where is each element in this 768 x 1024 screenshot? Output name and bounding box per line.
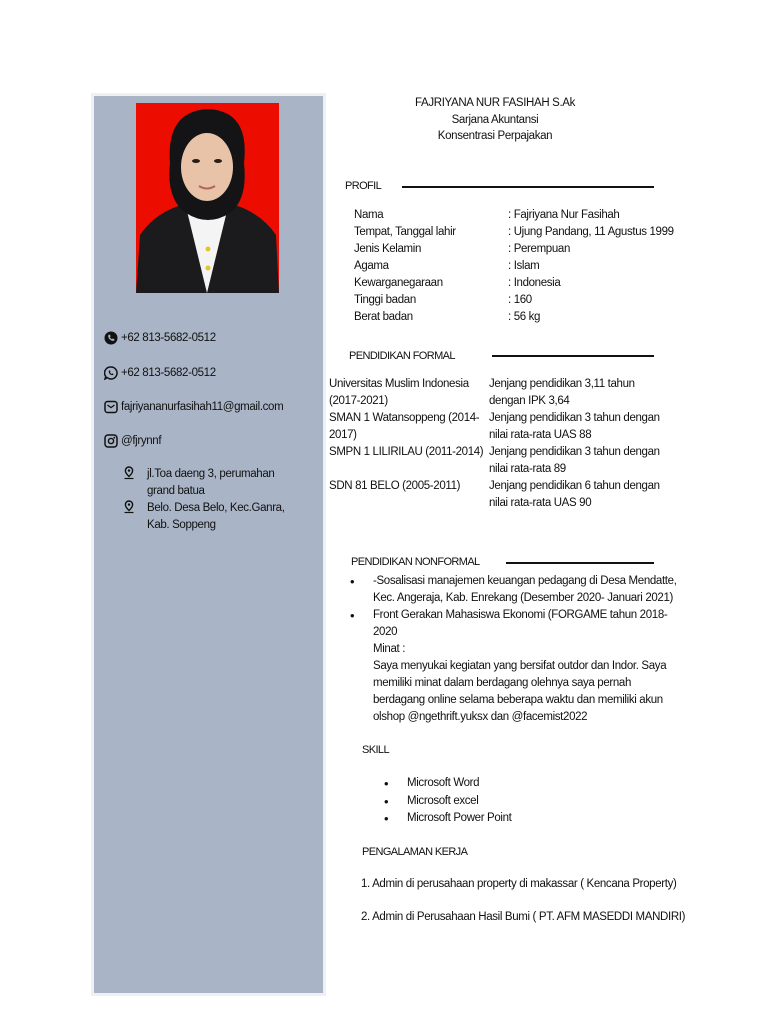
work-item: 2. Admin di Perusahaan Hasil Bumi ( PT. AFM MASEDDI MANDIRI) (361, 911, 686, 923)
work-item: 1. Admin di perusahaan property di makassar ( Kencana Property) (361, 878, 677, 890)
profile-row (354, 224, 674, 241)
profile-row (354, 258, 674, 275)
email-contact[interactable] (104, 400, 283, 414)
email-address: fajriyananurfasihah11@gmail.com (121, 401, 284, 413)
profile-value: : Ujung Pandang, 11 Agustus 1999 (508, 226, 674, 238)
minat-text: Saya menyukai kegiatan yang bersifat outdor dan Indor. Saya memiliki minat dalam berdagang olehnya saya pernah berdagang online selama beberapa waktu dan memiliki akun olshop @ngethrift.yuksx dan @facemist2022 (373, 660, 667, 723)
instagram-contact[interactable] (104, 434, 161, 448)
nonformal-list (348, 573, 678, 641)
profile-label: Nama (354, 209, 384, 221)
whatsapp-icon (104, 366, 118, 380)
skill-list (382, 775, 512, 828)
education-description: Jenjang pendidikan 3 tahun dengan nilai rata-rata UAS 88 (489, 412, 660, 441)
address-item (123, 466, 303, 500)
profile-value: : Islam (508, 260, 540, 272)
minat-section (373, 641, 683, 726)
education-row (329, 376, 674, 410)
education-description: Jenjang pendidikan 3,11 tahun dengan IPK 3,64 (489, 378, 635, 407)
concentration: Konsentrasi Perpajakan (437, 130, 553, 142)
profile-label: Agama (354, 260, 389, 272)
instagram-icon (104, 434, 118, 448)
profile-value: : Fajriyana Nur Fasihah (508, 209, 620, 221)
location-pin-icon (123, 466, 135, 480)
list-item: • Front Gerakan Mahasiswa Ekonomi (FORGAME tahun 2018-2020 (348, 607, 678, 641)
list-item: • Microsoft excel (382, 793, 512, 811)
profile-value: : 160 (508, 294, 532, 306)
profile-table (354, 207, 674, 326)
section-divider (402, 186, 654, 188)
profile-label: Jenis Kelamin (354, 243, 422, 255)
profile-value: : 56 kg (508, 311, 541, 323)
profile-photo (136, 103, 279, 293)
profile-value: : Indonesia (508, 277, 561, 289)
section-title-skill: SKILL (362, 744, 389, 756)
education-table (329, 376, 674, 512)
address-text: Belo. Desa Belo, Kec.Ganra, Kab. Soppeng (147, 502, 285, 531)
profile-row (354, 292, 674, 309)
list-item: • Microsoft Word (382, 775, 512, 793)
profile-row (354, 275, 674, 292)
degree: Sarjana Akuntansi (451, 113, 539, 126)
education-institution: SMAN 1 Watansoppeng (2014-2017) (329, 412, 480, 441)
section-title-pendidikan-formal: PENDIDIKAN FORMAL (349, 350, 455, 362)
education-row (329, 478, 674, 512)
location-pin-icon (123, 500, 135, 514)
education-institution: SDN 81 BELO (2005-2011) (329, 480, 461, 492)
profile-row (354, 309, 674, 326)
phone-contact[interactable] (104, 331, 216, 345)
full-name: FAJRIYANA NUR FASIHAH S.Ak (414, 97, 576, 109)
address-text: jl.Toa daeng 3, perumahan grand batua (147, 468, 275, 497)
whatsapp-number: +62 813-5682-0512 (121, 367, 216, 379)
whatsapp-contact[interactable] (104, 366, 216, 380)
email-icon (104, 400, 118, 414)
section-divider (506, 562, 654, 564)
education-description: Jenjang pendidikan 6 tahun dengan nilai rata-rata UAS 90 (489, 480, 660, 509)
section-title-profil: PROFIL (345, 180, 382, 192)
profile-label: Kewarganegaraan (354, 277, 443, 289)
education-row (329, 444, 674, 478)
education-row (329, 410, 674, 444)
profile-label: Tempat, Tanggal lahir (354, 226, 456, 238)
instagram-handle: @fjrynnf (121, 435, 162, 447)
education-institution: Universitas Muslim Indonesia (2017-2021) (329, 378, 469, 407)
education-description: Jenjang pendidikan 3 tahun dengan nilai rata-rata 89 (489, 446, 660, 475)
list-item: • -Sosalisasi manajemen keuangan pedagang di Desa Mendatte, Kec. Angeraja, Kab. Enrekang (Desember 2020- Januari 2021) (348, 573, 678, 607)
minat-title: Minat : (373, 643, 406, 655)
profile-value: : Perempuan (508, 243, 570, 255)
profile-label: Berat badan (354, 311, 413, 323)
profile-row (354, 207, 674, 224)
section-divider (492, 355, 654, 357)
section-title-pengalaman-kerja: PENGALAMAN KERJA (362, 846, 468, 858)
list-item: • Microsoft Power Point (382, 810, 512, 828)
phone-number: +62 813-5682-0512 (121, 332, 216, 344)
section-title-pendidikan-nonformal: PENDIDIKAN NONFORMAL (351, 556, 480, 568)
resume-header (400, 95, 590, 145)
profile-label: Tinggi badan (354, 294, 416, 306)
profile-row (354, 241, 674, 258)
education-institution: SMPN 1 LILIRILAU (2011-2014) (329, 446, 484, 458)
phone-icon (104, 331, 118, 345)
address-item (123, 500, 303, 534)
